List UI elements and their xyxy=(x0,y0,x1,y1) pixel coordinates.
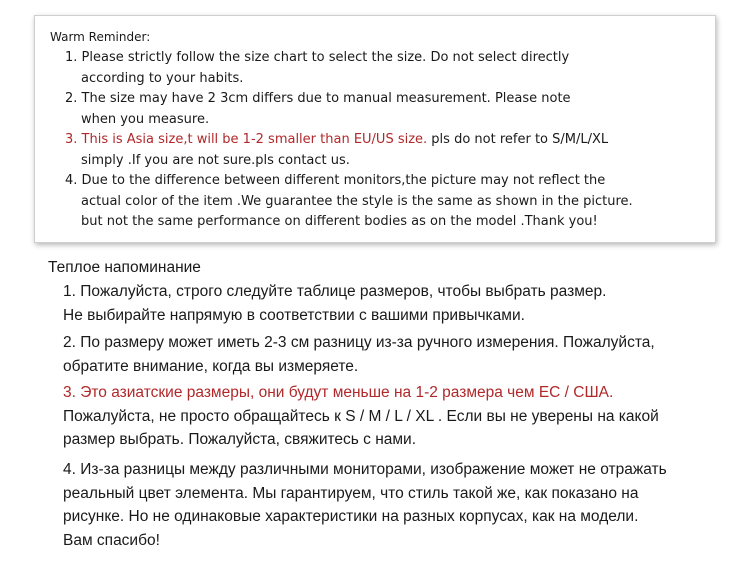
russian-item-3-line-2: Пожалуйста, не просто обращайтесь к S / M / L / XL . Если вы не уверены на какой xyxy=(63,407,659,425)
russian-item-4-line-2: реальный цвет элемента. Мы гарантируем, что стиль такой же, как показано на xyxy=(63,484,639,502)
russian-item-1-line-2: Не выбирайте напрямую в соответствии с вашими привычками. xyxy=(63,306,525,324)
russian-heading: Теплое напоминание xyxy=(48,259,201,276)
russian-item-2-line-1: 2. По размеру может иметь 2-3 см разницу из-за ручного измерения. Пожалуйста, xyxy=(63,334,655,351)
russian-item-4-line-1: 4. Из-за разницы между различными мониторами, изображение может не отражать xyxy=(63,461,667,478)
english-item-4-line-2: actual color of the item .We guarantee the style is the same as shown in the picture. xyxy=(81,193,633,209)
russian-item-4 xyxy=(63,458,667,552)
english-heading: Warm Reminder: xyxy=(50,30,151,44)
english-item-4-line-1: 4. Due to the difference between different monitors,the picture may not reflect the xyxy=(65,173,606,188)
russian-item-3-highlight: 3. Это азиатские размеры, они будут меньше на 1-2 размера чем ЕС / США. xyxy=(63,384,614,401)
english-item-3-rest: pls do not refer to S/M/L/XL xyxy=(427,132,609,147)
english-item-1-line-1: 1. Please strictly follow the size chart to select the size. Do not select directly xyxy=(65,50,570,65)
russian-item-1 xyxy=(63,280,606,327)
english-item-2-line-1: 2. The size may have 2 3cm differs due to manual measurement. Please note xyxy=(65,91,571,106)
russian-item-2-line-2: обратите внимание, когда вы измеряете. xyxy=(63,357,359,375)
russian-item-1-line-1: 1. Пожалуйста, строго следуйте таблице размеров, чтобы выбрать размер. xyxy=(63,283,607,300)
english-reminder-list xyxy=(65,48,633,233)
russian-item-3 xyxy=(63,381,659,452)
english-reminder-box xyxy=(34,15,716,243)
russian-item-4-line-3: рисунке. Но не одинаковые характеристики на разных корпусах, как на модели. xyxy=(63,508,639,525)
english-item-4-line-3: but not the same performance on different bodies as on the model .Thank you! xyxy=(81,214,598,229)
english-item-3-line-2: simply .If you are not sure.pls contact us. xyxy=(81,152,350,168)
russian-item-4-line-4: Вам спасибо! xyxy=(63,531,160,549)
english-item-3-line-1 xyxy=(65,130,633,151)
english-item-3-highlight: 3. This is Asia size,t will be 1-2 smaller than EU/US size. xyxy=(65,132,428,147)
english-item-2-line-2: when you measure. xyxy=(81,111,210,127)
russian-reminder xyxy=(48,256,738,549)
russian-item-2 xyxy=(63,331,655,378)
english-item-1-line-2: according to your habits. xyxy=(81,70,244,86)
russian-item-3-line-3: размер выбрать. Пожалуйста, свяжитесь с нами. xyxy=(63,431,417,448)
